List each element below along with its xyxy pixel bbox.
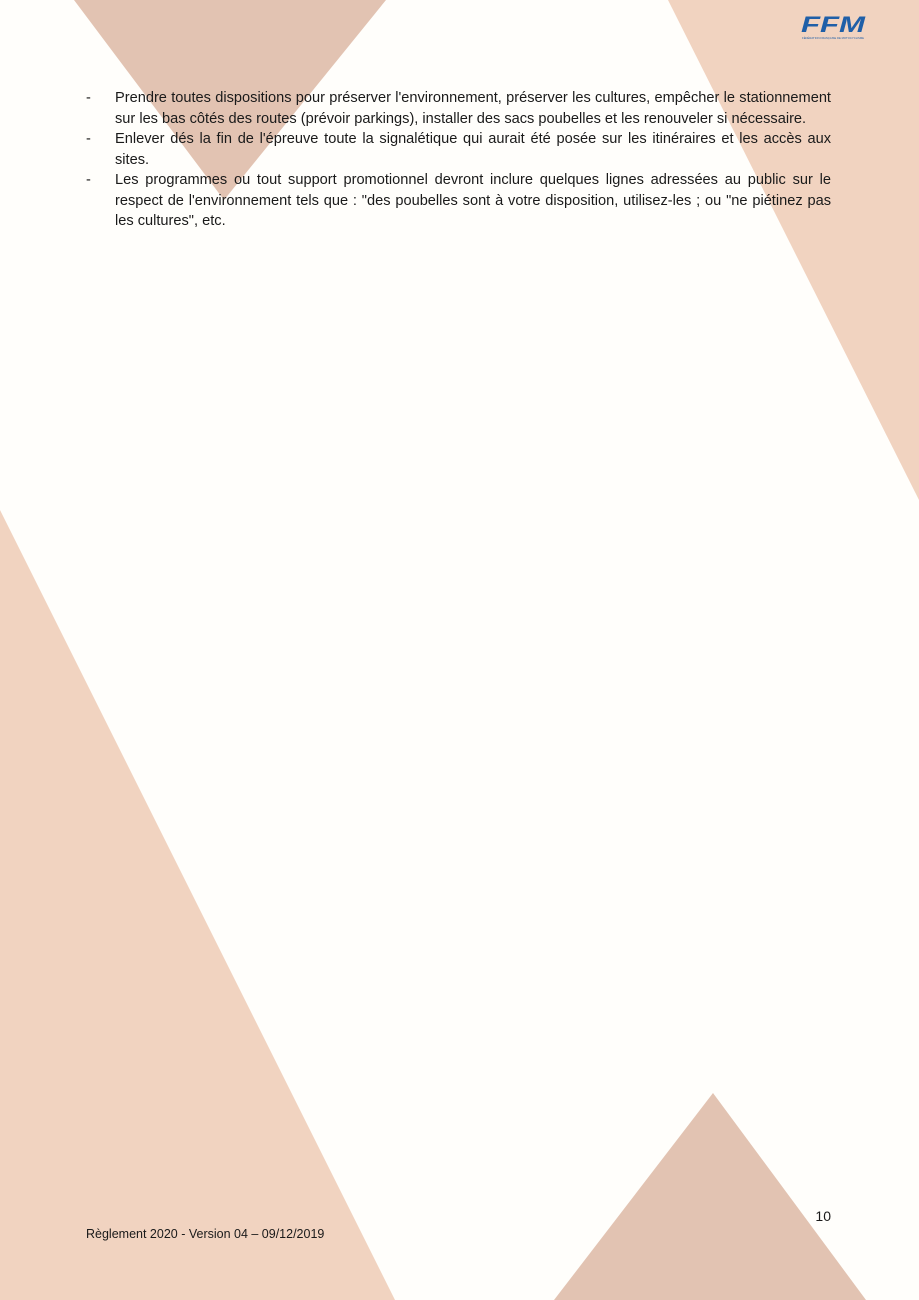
- bullet-marker: -: [86, 172, 91, 188]
- footer-text: Règlement 2020 - Version 04 – 09/12/2019: [86, 1227, 325, 1241]
- ffm-logo: [798, 12, 868, 42]
- list-item-text: Prendre toutes dispositions pour préserver l'environnement, préserver les cultures, empêcher le stationnement sur les bas côtés des routes (prévoir parkings), installer des sacs poubelles et les renouveler si nécessaire.: [115, 90, 831, 127]
- main-content: [86, 88, 831, 232]
- top-right-triangle: [668, 0, 919, 500]
- ffm-logo-text: FFM: [801, 12, 866, 37]
- list-item: [86, 88, 831, 129]
- page-number: 10: [815, 1208, 831, 1224]
- bullet-marker: -: [86, 131, 91, 147]
- list-item-text: Les programmes ou tout support promotionnel devront inclure quelques lignes adressées au public sur le respect de l'environnement tels que : "des poubelles sont à votre disposition, utilisez-les ; ou "ne piétinez pas les cultures", etc.: [115, 172, 831, 229]
- list-item: [86, 129, 831, 170]
- ffm-logo-subtext: FÉDÉRATION FRANÇAISE DE MOTOCYCLISME: [802, 36, 868, 40]
- list-item-text: Enlever dés la fin de l'épreuve toute la signalétique qui aurait été posée sur les itinéraires et les accès aux sites.: [115, 131, 831, 168]
- bullet-marker: -: [86, 90, 91, 106]
- bottom-right-triangle: [554, 1093, 866, 1300]
- bottom-left-triangle: [0, 510, 395, 1300]
- list-item: [86, 170, 831, 232]
- bullet-list: [86, 88, 831, 232]
